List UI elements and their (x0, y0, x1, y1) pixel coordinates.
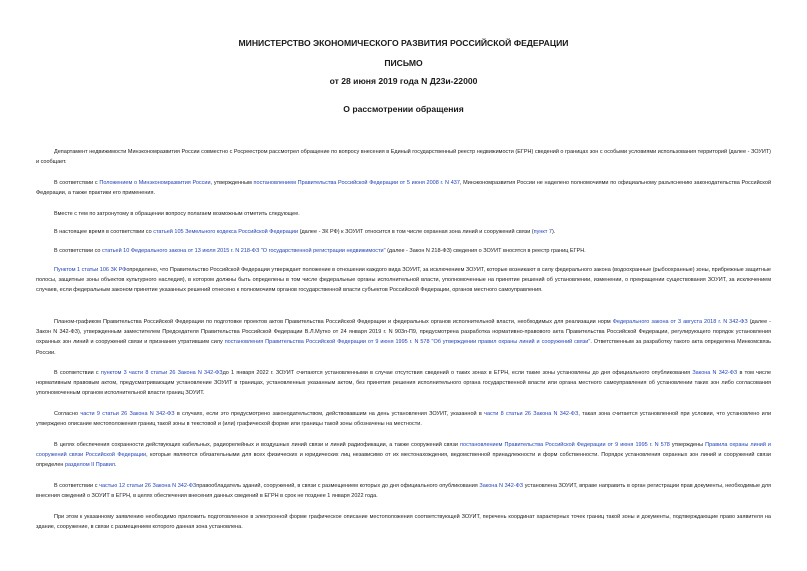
legal-reference-link[interactable]: Федерального закона от 3 августа 2018 г. N 342-ФЗ (612, 319, 748, 325)
legal-reference-link[interactable]: пункт 7 (533, 229, 552, 235)
paragraph-text: В соответствии с (54, 483, 100, 489)
paragraph-text: Департамент недвижимости Минэкономразвития России совместно с Росреестром рассмотрел обращение по вопросу внесения в Единый государственный реестр недвижимости (ЕГРН) сведений о границах зон с особыми условиями использования территорий (далее - ЗОУИТ) и сообщает. (36, 149, 771, 166)
paragraph-text: В целях обеспечения сохранности действующих кабельных, радиорелейных и воздушных линий связи и линий радиофикации, а также сооружений связи (54, 442, 461, 448)
paragraph-text: . Ответственным за разработку такого акта определена Минкомсвязь России. (36, 339, 771, 356)
paragraph-text: в том числе нормативным правовым актом, предусматривающим установление ЗОУИТ в границах, установленных указанным актом, без принятия решения исполнительного органа государственной власти или органа местного самоуправления об установлении таких зон либо согласования уполномоченным органом исполнительной власти границ ЗОУИТ. (36, 370, 772, 397)
legal-reference-link[interactable]: Пунктом 1 статьи 106 ЗК РФ (54, 267, 127, 273)
legal-reference-link[interactable]: статьей 10 Федерального закона от 13 июля 2015 г. N 218-ФЗ "О государственной регистрации недвижимости" (101, 248, 386, 254)
paragraph-text: . (115, 462, 117, 469)
body-paragraph (36, 209, 771, 219)
body-paragraph (36, 317, 771, 358)
document-subject: О рассмотрении обращения (343, 104, 464, 114)
paragraph-text: (далее - Закон N 342-ФЗ), утвержденным заместителем Председателя Правительства Российской Федерации В.Л.Мутко от 24 января 2019 г. N 903п-П9, предусмотрена разработка нормативно-правового акта Правительства Российской Федерации, регулирующего порядок установления охранных зон линий и сооружений связи и признания утратившим силу (36, 319, 771, 346)
legal-reference-link[interactable]: Положением о Минэкономразвития России (99, 180, 211, 186)
body-paragraph (36, 246, 771, 256)
body-paragraph (36, 409, 771, 429)
legal-reference-link[interactable]: пунктом 3 части 8 статьи 26 Закона N 342-ФЗ (100, 370, 223, 376)
legal-reference-link[interactable]: частью 12 статьи 26 Закона N 342-ФЗ (99, 483, 197, 489)
paragraph-text: При этом к указанному заявлению необходимо приложить подготовленное в электронной форме графическое описание местоположения соответствующей ЗОУИТ, перечень координат характерных точек границ такой зоны и документы, подтверждающие право заявителя на здание, сооружение, в связи с размещением которого данная зона установлена. (36, 514, 771, 531)
paragraph-text: утверждены (669, 442, 706, 448)
paragraph-text: , Минэкономразвития России не наделено полномочиями по официальному разъяснению законодательства Российской Федерации, а также практики его применения. (36, 180, 772, 197)
body-paragraph (36, 147, 771, 167)
paragraph-text: В соответствии с (54, 180, 100, 186)
paragraph-text: (далее - ЗК РФ) к ЗОУИТ относится в том числе охранная зона линий и сооружений связи ( (298, 229, 534, 235)
ministry-heading: МИНИСТЕРСТВО ЭКОНОМИЧЕСКОГО РАЗВИТИЯ РОССИЙСКОЙ ФЕДЕРАЦИИ (238, 38, 569, 48)
legal-reference-link[interactable]: постановлением Правительства Российской Федерации от 9 июня 1995 г. N 578 (460, 442, 670, 448)
legal-reference-link[interactable]: части 9 статьи 26 Закона N 342-ФЗ (80, 411, 175, 417)
paragraph-text: В соответствии с (54, 370, 101, 376)
legal-reference-link[interactable]: части 8 статьи 26 Закона N 342-ФЗ (484, 411, 579, 417)
document-type: ПИСЬМО (384, 58, 423, 68)
paragraph-text: Вместе с тем по затронутому в обращении вопросу полагаем возможным отметить следующее. (54, 211, 300, 217)
legal-reference-link[interactable]: разделом II Правил (64, 462, 115, 469)
body-paragraph (36, 265, 771, 296)
body-paragraph (36, 227, 771, 237)
body-paragraph (36, 440, 771, 471)
paragraph-text: правообладатель зданий, сооружений, в связи с размещением которых до дня официального опубликования (196, 483, 480, 489)
paragraph-text: , которые являются обязательными для всех физических и юридических лиц независимо от их местонахождения, ведомственной принадлежности и форм собственности. Порядок установления охранных зон линий и сооружений связи определен (36, 452, 771, 469)
legal-reference-link[interactable]: Закона N 342-ФЗ (479, 483, 524, 489)
paragraph-text: Планом-графиком Правительства Российской Федерации по подготовке проектов актов Правительства Российской Федерации и федеральных органов исполнительной власти, необходимых для реализации норм (54, 319, 613, 325)
paragraph-text: до 1 января 2022 г. ЗОУИТ считаются установленными в случае отсутствия сведений о таких зонах в ЕГРН, если такие зоны установлены до дня официального опубликования (222, 370, 693, 376)
body-paragraph (36, 178, 771, 198)
paragraph-text: определено, что Правительство Российской Федерации утверждает положение в отношении каждого вида ЗОУИТ, за исключением ЗОУИТ, которые возникают в силу федерального закона (водоохранные (рыбоохранные) зоны, прибрежные защитные полосы, защитные зоны объектов культурного наследия), в котором должны быть определены в том числе федеральные органы исполнительной власти, уполномоченные на принятие решений об установлении, изменении, о прекращении существования ЗОУИТ, за исключением случаев, если федеральным законом принятие указанных решений отнесено к полномочиям органов государственной власти субъектов Российской Федерации, органов местного самоуправления. (36, 267, 771, 294)
paragraph-text: установлена ЗОУИТ, вправе направить в орган регистрации прав документы, необходимые для внесения сведений о ЗОУИТ в ЕГРН, в целях обеспечения внесения данных сведений в ЕГРН в срок не позднее 1 января 2022 года. (36, 483, 772, 500)
paragraph-text: (далее - Закон N 218-ФЗ) сведения о ЗОУИТ вносятся в реестр границ ЕГРН. (385, 248, 586, 254)
legal-reference-link[interactable]: постановлением Правительства Российской Федерации от 5 июня 2008 г. N 437 (253, 180, 460, 186)
body-paragraph (36, 481, 771, 501)
body-paragraph (36, 368, 771, 399)
legal-reference-link[interactable]: Закона N 342-ФЗ (692, 370, 738, 376)
legal-reference-link[interactable]: статьей 105 Земельного кодекса Российской Федерации (153, 229, 299, 235)
paragraph-text: В настоящее время в соответствии со (54, 229, 154, 235)
paragraph-text: в случаях, если это предусмотрено законодательством, действовавшим на день установления ЗОУИТ, указанной в (174, 411, 485, 417)
paragraph-text: Согласно (54, 411, 81, 417)
legal-reference-link[interactable]: Правила охраны линий и сооружений связи Российской Федерации (36, 442, 772, 459)
legal-reference-link[interactable]: постановления Правительства Российской Федерации от 9 июня 1995 г. N 578 "Об утверждении правил охраны линий и сооружений связи" (224, 339, 591, 346)
document-date-number: от 28 июня 2019 года N Д23и-22000 (329, 76, 478, 86)
paragraph-text: ). (551, 229, 556, 235)
body-paragraph (36, 512, 771, 532)
paragraph-text: , утвержденным (210, 180, 254, 186)
paragraph-text: В соответствии со (54, 248, 102, 254)
paragraph-text: , такая зона считается установленной при условии, что установлено или утверждено описание местоположения границ такой зоны в текстовой и (или) графической форме или границы такой зоны обозначены на местности. (36, 411, 772, 428)
